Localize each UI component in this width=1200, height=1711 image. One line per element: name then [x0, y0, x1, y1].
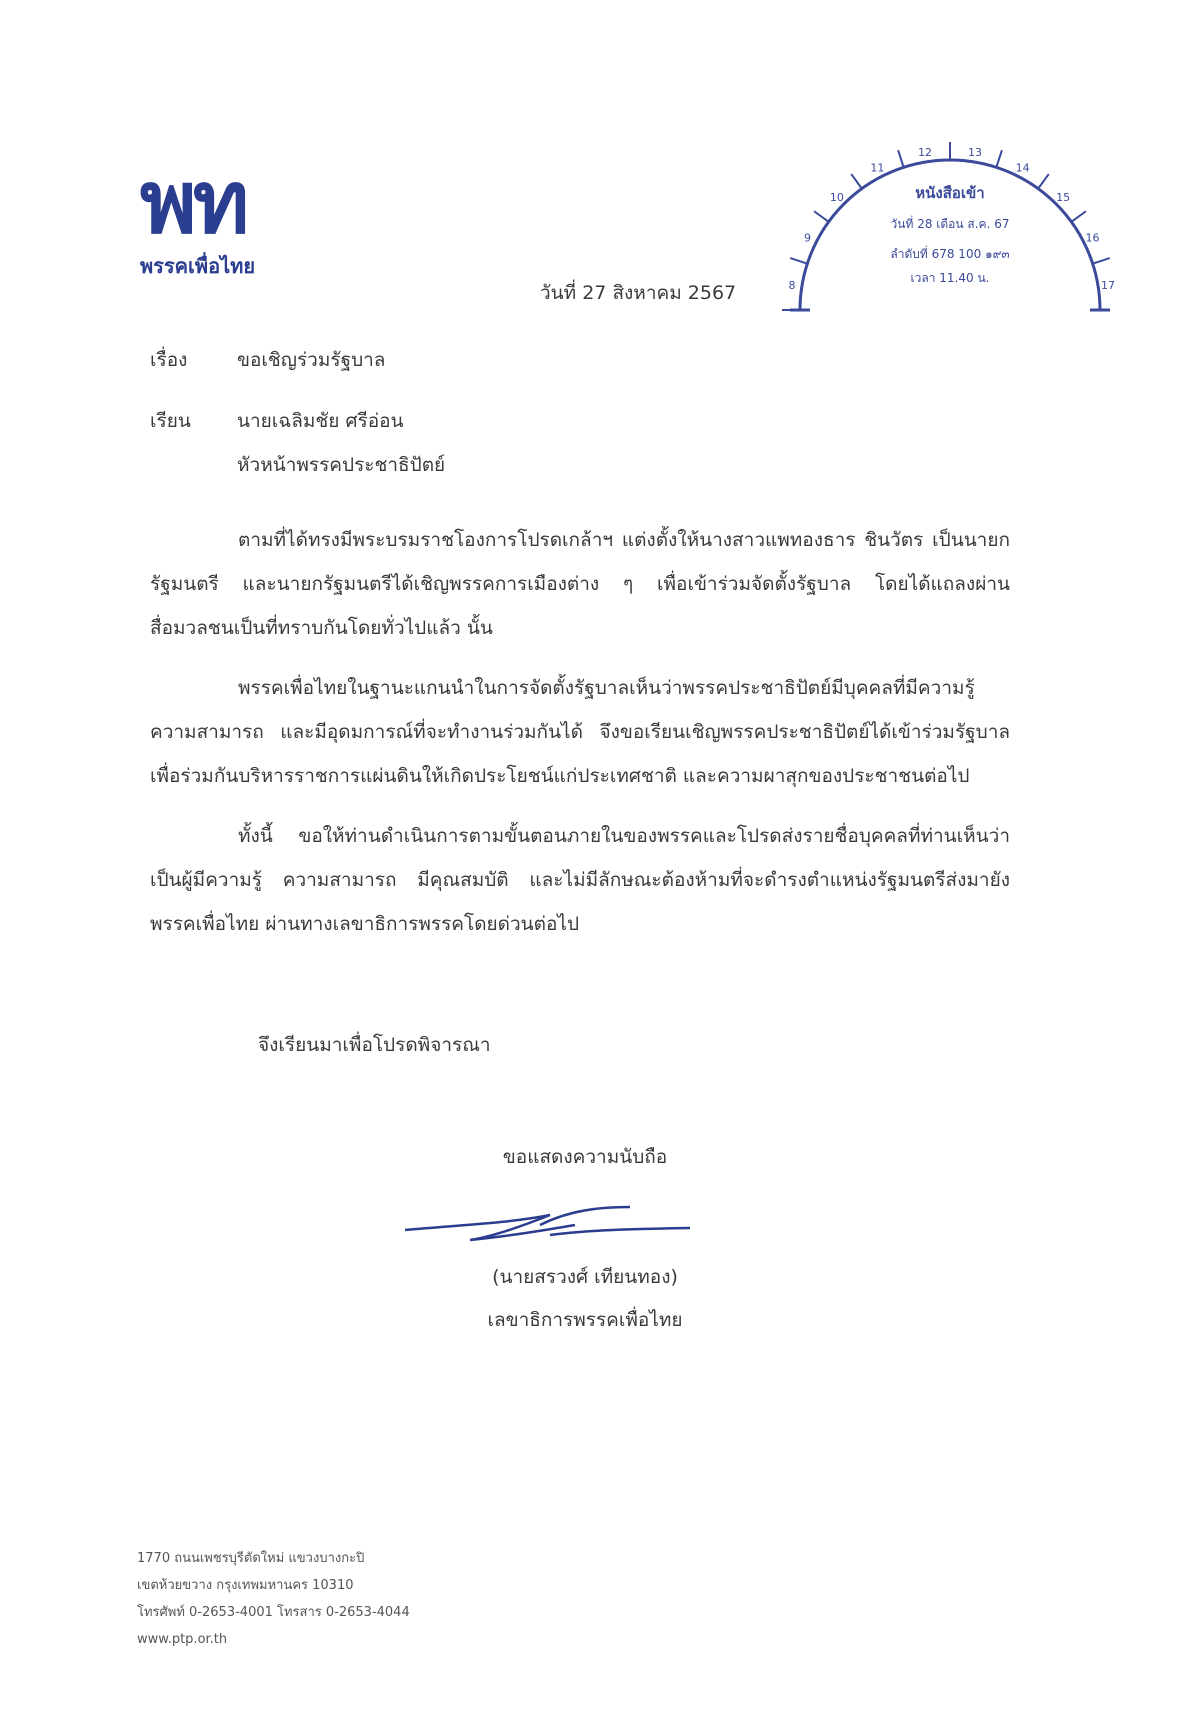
stamp-tick-label: 10 — [829, 190, 844, 204]
received-stamp — [780, 120, 1120, 334]
subject-label: เรื่อง — [150, 349, 188, 371]
stamp-tick — [996, 150, 1002, 167]
stamp-tick-label: 8 — [788, 278, 796, 292]
footer-website: www.ptp.or.th — [137, 1632, 228, 1647]
recipient-label: เรียน — [150, 410, 191, 432]
footer-line: 1770 ถนนเพชรบุรีตัดใหม่ แขวงบางกะปิ — [137, 1551, 365, 1566]
body-paragraph: ตามที่ได้ทรงมีพระบรมราชโองการโปรดเกล้าฯ แต่งตั้งให้นางสาวแพทองธาร ชินวัตร เป็นนายกรัฐมนตรี และนายกรัฐมนตรีได้เชิญพรรคการเมืองต่าง ๆ เพื่อเข้าร่วมจัดตั้งรัฐบาล โดยได้แถลงผ่านสื่อมวลชนเป็นที่ทราบกันโดยทั่วไปแล้ว นั้น — [150, 529, 1010, 639]
stamp-tick-label: 16 — [1085, 231, 1100, 245]
body-paragraph: พรรคเพื่อไทยในฐานะแกนนำในการจัดตั้งรัฐบาลเห็นว่าพรรคประชาธิปัตย์มีบุคคลที่มีความรู้ ความสามารถ และมีอุดมการณ์ที่จะทำงานร่วมกันได้ จึงขอเรียนเชิญพรรคประชาธิปัตย์ได้เข้าร่วมรัฐบาลเพื่อร่วมกันบริหารราชการแผ่นดินให้เกิดประโยชน์แก่ประเทศชาติ และความผาสุกของประชาชนต่อไป — [150, 677, 1010, 787]
recipient-title: หัวหน้าพรรคประชาธิปัตย์ — [237, 454, 446, 476]
stamp-tick-label: 17 — [1101, 278, 1116, 292]
recipient-name: นายเฉลิมชัย ศรีอ่อน — [237, 410, 404, 432]
stamp-tick-label: 12 — [917, 145, 932, 159]
letter-body — [150, 518, 1010, 946]
stamp-tick-label: 14 — [1015, 161, 1030, 175]
stamp-title: หนังสือเข้า — [915, 184, 985, 202]
stamp-tick — [790, 258, 807, 264]
stamp-tick-label: 9 — [803, 231, 811, 245]
footer-line: เขตห้วยขวาง กรุงเทพมหานคร 10310 — [137, 1578, 354, 1593]
stamp-tick — [851, 174, 862, 189]
signature — [400, 1185, 700, 1259]
stamp-tick-label: 11 — [870, 161, 885, 175]
signer-position: เลขาธิการพรรคเพื่อไทย — [487, 1309, 683, 1331]
stamp-number: ลำดับที่ 678 100 ๑๙๓ — [890, 247, 1010, 261]
stamp-tick — [898, 150, 904, 167]
stamp-tick — [1071, 211, 1086, 222]
party-name: พรรคเพื่อไทย — [140, 254, 256, 278]
letter-date: วันที่ 27 สิงหาคม 2567 — [540, 282, 737, 304]
stamp-time: เวลา 11.40 น. — [910, 271, 990, 285]
footer-address — [137, 1545, 410, 1653]
footer-line: โทรศัพท์ 0-2653-4001 โทรสาร 0-2653-4044 — [137, 1605, 410, 1620]
party-logo — [140, 153, 310, 282]
stamp-tick — [814, 211, 829, 222]
stamp-tick-label: 15 — [1056, 190, 1071, 204]
closing-request: จึงเรียนมาเพื่อโปรดพิจารณา — [258, 1034, 491, 1056]
stamp-tick-label: 13 — [968, 145, 983, 159]
logo-mark: พท — [140, 153, 246, 253]
subject-value: ขอเชิญร่วมรัฐบาล — [237, 349, 386, 371]
signer-name: (นายสรวงศ์ เทียนทอง) — [492, 1266, 678, 1288]
stamp-date: วันที่ 28 เดือน ส.ค. 67 — [890, 217, 1010, 231]
stamp-tick — [1093, 258, 1110, 264]
body-paragraph: ทั้งนี้ ขอให้ท่านดำเนินการตามขั้นตอนภายในของพรรคและโปรดส่งรายชื่อบุคคลที่ท่านเห็นว่าเป็นผู้มีความรู้ ความสามารถ มีคุณสมบัติ และไม่มีลักษณะต้องห้ามที่จะดำรงตำแหน่งรัฐมนตรีส่งมายังพรรคเพื่อไทย ผ่านทางเลขาธิการพรรคโดยด่วนต่อไป — [150, 825, 1010, 935]
closing: ขอแสดงความนับถือ — [502, 1146, 668, 1168]
stamp-tick — [1038, 174, 1049, 189]
